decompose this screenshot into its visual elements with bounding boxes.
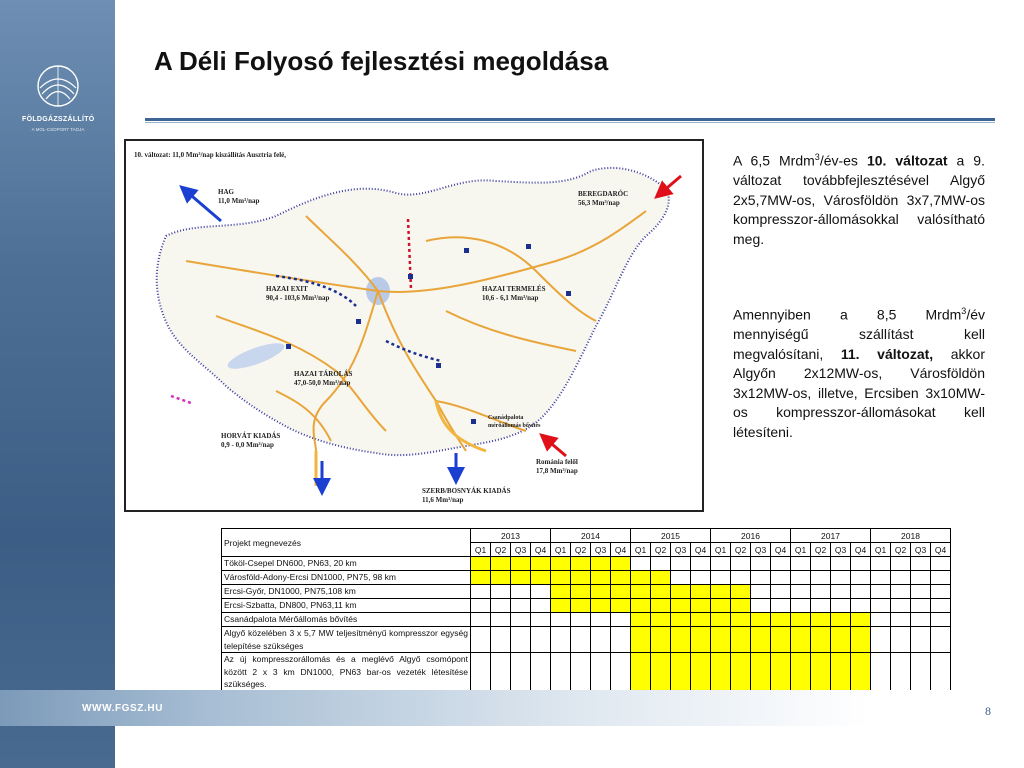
- schedule-cell: [891, 585, 911, 599]
- p2-text-c: akkor Algyőn 2x12MW-os, Városföldön 3x12MW-os, illetve, Ercsiben 3x10MW-os kompresszor-állomásokat kell létesíteni.: [733, 345, 985, 440]
- schedule-cell: [611, 653, 631, 692]
- quarter-header: Q1: [871, 543, 891, 557]
- schedule-cell: [731, 557, 751, 571]
- quarter-header: Q1: [791, 543, 811, 557]
- schedule-cell-active: [851, 653, 871, 692]
- quarter-header: Q2: [891, 543, 911, 557]
- schedule-cell: [531, 599, 551, 613]
- company-name: FÖLDGÁZSZÁLLÍTÓ: [22, 116, 95, 123]
- p2-sup: 3: [961, 306, 967, 316]
- schedule-cell: [531, 653, 551, 692]
- schedule-cell: [751, 599, 771, 613]
- schedule-cell-active: [771, 627, 791, 653]
- schedule-cell: [871, 627, 891, 653]
- quarter-header: Q1: [551, 543, 571, 557]
- schedule-cell: [831, 599, 851, 613]
- schedule-cell-active: [571, 585, 591, 599]
- project-name: Csanádpalota Mérőállomás bővítés: [222, 613, 471, 627]
- schedule-cell: [811, 585, 831, 599]
- p1-sup: 3: [814, 152, 820, 162]
- schedule-cell-active: [691, 599, 711, 613]
- schedule-cell: [591, 653, 611, 692]
- title-divider: [145, 118, 995, 121]
- map-label-exit: HAZAI EXIT: [266, 285, 308, 293]
- description-variant-10: [733, 148, 985, 249]
- schedule-cell-active: [631, 599, 651, 613]
- p1-text-b: /év-es: [819, 152, 867, 169]
- schedule-cell: [511, 613, 531, 627]
- p2-text-b: /év mennyiségű szállítást kell megvalósítani,: [733, 306, 985, 362]
- schedule-cell: [571, 627, 591, 653]
- arrow-hag-icon: [186, 191, 221, 221]
- quarter-header: Q2: [491, 543, 511, 557]
- schedule-cell: [911, 627, 931, 653]
- schedule-cell-active: [531, 557, 551, 571]
- schedule-cell-active: [771, 613, 791, 627]
- title-divider-thin: [145, 122, 995, 123]
- schedule-cell: [911, 585, 931, 599]
- schedule-cell: [591, 613, 611, 627]
- map-value-exit: 90,4 - 103,6 Mm³/nap: [266, 294, 330, 302]
- year-header: 2017: [791, 529, 871, 543]
- schedule-cell-active: [651, 585, 671, 599]
- schedule-cell-active: [771, 653, 791, 692]
- schedule-cell: [911, 653, 931, 692]
- logo-globe-icon: [36, 64, 80, 108]
- table-row: [222, 599, 951, 613]
- schedule-cell: [911, 571, 931, 585]
- schedule-cell: [571, 653, 591, 692]
- schedule-cell-active: [791, 627, 811, 653]
- map-label-tarolas: HAZAI TÁROLÁS: [294, 370, 353, 378]
- year-header: 2015: [631, 529, 711, 543]
- schedule-cell-active: [611, 585, 631, 599]
- schedule-cell-active: [651, 627, 671, 653]
- schedule-cell-active: [631, 571, 651, 585]
- schedule-cell: [491, 585, 511, 599]
- schedule-cell: [811, 557, 831, 571]
- schedule-cell-active: [711, 613, 731, 627]
- schedule-cell: [851, 585, 871, 599]
- schedule-cell-active: [571, 571, 591, 585]
- schedule-cell: [931, 557, 951, 571]
- quarter-header: Q1: [711, 543, 731, 557]
- schedule-cell-active: [591, 585, 611, 599]
- schedule-cell-active: [551, 557, 571, 571]
- schedule-cell: [471, 653, 491, 692]
- table-row: [222, 585, 951, 599]
- schedule-cell-active: [571, 557, 591, 571]
- project-name: Ercsi-Szbatta, DN800, PN63,11 km: [222, 599, 471, 613]
- schedule-cell: [931, 571, 951, 585]
- schedule-cell: [511, 653, 531, 692]
- schedule-cell: [851, 557, 871, 571]
- schedule-cell-active: [491, 571, 511, 585]
- schedule-cell-active: [671, 653, 691, 692]
- schedule-cell: [791, 571, 811, 585]
- schedule-cell-active: [691, 613, 711, 627]
- schedule-cell: [911, 557, 931, 571]
- schedule-cell-active: [811, 627, 831, 653]
- schedule-cell-active: [671, 599, 691, 613]
- year-header: 2018: [871, 529, 951, 543]
- sidebar: [0, 0, 115, 768]
- schedule-cell-active: [751, 653, 771, 692]
- year-header: 2013: [471, 529, 551, 543]
- year-header: 2016: [711, 529, 791, 543]
- quarter-header: Q4: [531, 543, 551, 557]
- quarter-header: Q3: [751, 543, 771, 557]
- project-name: Algyő közelében 3 x 5,7 MW teljesítményű kompresszor egység telepítése szükséges: [222, 627, 471, 653]
- schedule-cell: [891, 557, 911, 571]
- quarter-header: Q1: [471, 543, 491, 557]
- p2-bold: 11. változat,: [840, 345, 934, 362]
- schedule-cell-active: [731, 599, 751, 613]
- schedule-cell: [831, 557, 851, 571]
- schedule-cell-active: [731, 653, 751, 692]
- schedule-cell: [771, 557, 791, 571]
- arrow-beregdaroc-icon: [661, 176, 681, 193]
- quarter-header: Q4: [691, 543, 711, 557]
- schedule-cell-active: [831, 653, 851, 692]
- schedule-cell: [691, 557, 711, 571]
- schedule-cell-active: [691, 585, 711, 599]
- quarter-header: Q2: [571, 543, 591, 557]
- project-header: Projekt megnevezés: [222, 529, 471, 557]
- schedule-cell-active: [751, 613, 771, 627]
- schedule-cell-active: [811, 653, 831, 692]
- map-label-szerb: SZERB/BOSNYÁK KIADÁS: [422, 487, 511, 495]
- schedule-cell: [771, 599, 791, 613]
- schedule-cell: [611, 627, 631, 653]
- schedule-cell: [811, 571, 831, 585]
- description-variant-11: [733, 302, 985, 442]
- schedule-cell-active: [791, 653, 811, 692]
- arrow-romania-icon: [546, 439, 566, 456]
- new-pipeline-croatia: [171, 396, 191, 403]
- company-subtitle: A MOL-CSOPORT TAGJA: [31, 127, 85, 132]
- table-row: [222, 653, 951, 692]
- map-value-horvat: 0,9 - 0,0 Mm³/nap: [221, 441, 274, 449]
- schedule-cell-active: [831, 627, 851, 653]
- schedule-cell: [931, 599, 951, 613]
- schedule-cell: [891, 627, 911, 653]
- p2-text-a: Amennyiben a 8,5 Mrdm: [733, 306, 962, 323]
- schedule-cell-active: [651, 571, 671, 585]
- schedule-cell: [871, 613, 891, 627]
- country-outline: [157, 168, 669, 455]
- schedule-cell-active: [711, 627, 731, 653]
- schedule-cell: [651, 557, 671, 571]
- schedule-cell: [751, 585, 771, 599]
- quarter-header: Q2: [811, 543, 831, 557]
- footer-url[interactable]: WWW.FGSZ.HU: [82, 703, 164, 714]
- schedule-cell: [891, 599, 911, 613]
- schedule-cell-active: [851, 613, 871, 627]
- quarter-header: Q3: [591, 543, 611, 557]
- schedule-cell-active: [831, 613, 851, 627]
- schedule-cell: [831, 585, 851, 599]
- map-label-horvat: HORVÁT KIADÁS: [221, 432, 281, 440]
- schedule-cell-active: [691, 653, 711, 692]
- schedule-cell: [551, 653, 571, 692]
- schedule-cell-active: [631, 653, 651, 692]
- schedule-cell: [551, 613, 571, 627]
- schedule-cell: [471, 585, 491, 599]
- schedule-cell-active: [651, 613, 671, 627]
- schedule-cell: [551, 627, 571, 653]
- project-name: Az új kompresszorállomás és a meglévő Algyő csomópont között 2 x 3 km DN1000, PN63 bar-os vezeték létesítése szükséges.: [222, 653, 471, 692]
- schedule-cell: [491, 627, 511, 653]
- schedule-cell: [631, 557, 651, 571]
- schedule-cell: [791, 599, 811, 613]
- schedule-cell: [911, 599, 931, 613]
- schedule-cell: [611, 613, 631, 627]
- schedule-cell-active: [591, 571, 611, 585]
- schedule-cell: [731, 571, 751, 585]
- schedule-cell: [751, 557, 771, 571]
- quarter-header: Q3: [671, 543, 691, 557]
- schedule-cell-active: [851, 627, 871, 653]
- map-svg: [126, 141, 702, 510]
- schedule-cell-active: [671, 613, 691, 627]
- schedule-cell-active: [511, 571, 531, 585]
- schedule-cell: [511, 599, 531, 613]
- schedule-cell-active: [611, 557, 631, 571]
- map-value-romania: 17,8 Mm³/nap: [536, 467, 578, 475]
- schedule-cell: [751, 571, 771, 585]
- schedule-cell-active: [711, 599, 731, 613]
- schedule-cell-active: [551, 571, 571, 585]
- schedule-cell-active: [731, 585, 751, 599]
- quarter-header: Q2: [651, 543, 671, 557]
- page-number: 8: [985, 704, 991, 718]
- schedule-cell-active: [471, 557, 491, 571]
- pipeline-map: [124, 139, 704, 512]
- schedule-cell-active: [631, 585, 651, 599]
- quarter-header: Q4: [611, 543, 631, 557]
- schedule-cell-active: [651, 653, 671, 692]
- schedule-cell-active: [811, 613, 831, 627]
- schedule-cell: [871, 599, 891, 613]
- schedule-cell: [491, 599, 511, 613]
- schedule-cell: [871, 585, 891, 599]
- schedule-cell-active: [631, 627, 651, 653]
- schedule-cell-active: [711, 585, 731, 599]
- schedule-cell-active: [491, 557, 511, 571]
- schedule-cell: [591, 627, 611, 653]
- schedule-cell-active: [671, 585, 691, 599]
- map-label-hag: HAG: [218, 188, 234, 196]
- schedule-cell-active: [651, 599, 671, 613]
- schedule-cell: [671, 557, 691, 571]
- schedule-cell-active: [711, 653, 731, 692]
- p1-text-c: a 9. változat továbbfejlesztésével Algyő 2x5,7MW-os, Városföldön 3x7,7MW-os kompresszor-állomásokkal valósítható meg.: [733, 152, 985, 247]
- schedule-cell-active: [551, 599, 571, 613]
- schedule-cell: [891, 653, 911, 692]
- schedule-cell: [531, 627, 551, 653]
- schedule-cell: [811, 599, 831, 613]
- schedule-cell-active: [631, 613, 651, 627]
- map-value-hag: 11,0 Mm³/nap: [218, 197, 260, 205]
- schedule-cell: [851, 599, 871, 613]
- schedule-cell: [691, 571, 711, 585]
- p1-text-a: A 6,5 Mrdm: [733, 152, 815, 169]
- schedule-cell: [531, 585, 551, 599]
- schedule-cell-active: [531, 571, 551, 585]
- map-value-termeles: 10,6 - 6,1 Mm³/nap: [482, 294, 539, 302]
- map-label-termeles: HAZAI TERMELÉS: [482, 285, 546, 293]
- table-row: [222, 557, 951, 571]
- schedule-cell: [471, 627, 491, 653]
- schedule-cell-active: [731, 627, 751, 653]
- schedule-cell-active: [731, 613, 751, 627]
- map-label-csanad: Csanádpalota: [488, 415, 524, 421]
- schedule-cell: [771, 585, 791, 599]
- schedule-cell: [931, 613, 951, 627]
- map-label-beregdaroc: BEREGDARÓC: [578, 190, 629, 198]
- map-title: 10. változat: 11,0 Mm³/nap kiszállítás Ausztria felé,: [134, 151, 287, 159]
- schedule-cell: [511, 585, 531, 599]
- schedule-cell: [711, 557, 731, 571]
- schedule-cell-active: [791, 613, 811, 627]
- quarter-header: Q3: [831, 543, 851, 557]
- schedule-cell-active: [551, 585, 571, 599]
- schedule-cell: [471, 599, 491, 613]
- quarter-header: Q4: [931, 543, 951, 557]
- schedule-cell-active: [671, 627, 691, 653]
- schedule-cell: [891, 613, 911, 627]
- page-title: A Déli Folyosó fejlesztési megoldása: [154, 46, 609, 76]
- schedule-cell: [511, 627, 531, 653]
- schedule-cell: [871, 653, 891, 692]
- schedule-cell: [931, 585, 951, 599]
- schedule-cell-active: [591, 599, 611, 613]
- schedule-cell: [571, 613, 591, 627]
- schedule-cell: [491, 653, 511, 692]
- schedule-cell: [931, 627, 951, 653]
- schedule-cell: [531, 613, 551, 627]
- map-value-csanad: mérőállomás bővítés: [488, 423, 541, 429]
- schedule-cell-active: [691, 627, 711, 653]
- table-row: [222, 571, 951, 585]
- quarter-header: Q4: [851, 543, 871, 557]
- schedule-cell: [791, 585, 811, 599]
- schedule-cell: [931, 653, 951, 692]
- map-value-szerb: 11,6 Mm³/nap: [422, 496, 464, 504]
- schedule-cell-active: [511, 557, 531, 571]
- schedule-cell-active: [471, 571, 491, 585]
- quarter-header: Q3: [511, 543, 531, 557]
- table-row: [222, 613, 951, 627]
- schedule-cell: [471, 613, 491, 627]
- project-name: Városföld-Adony-Ercsi DN1000, PN75, 98 km: [222, 571, 471, 585]
- project-name: Tököl-Csepel DN600, PN63, 20 km: [222, 557, 471, 571]
- schedule-cell: [891, 571, 911, 585]
- table-row: [222, 627, 951, 653]
- schedule-cell-active: [591, 557, 611, 571]
- schedule-cell: [671, 571, 691, 585]
- quarter-header: Q1: [631, 543, 651, 557]
- schedule-cell: [911, 613, 931, 627]
- quarter-header: Q2: [731, 543, 751, 557]
- year-header: 2014: [551, 529, 631, 543]
- map-label-romania: Románia felől: [536, 458, 578, 466]
- schedule-cell: [711, 571, 731, 585]
- p1-bold: 10. változat: [866, 152, 948, 169]
- schedule-cell: [831, 571, 851, 585]
- schedule-cell-active: [751, 627, 771, 653]
- schedule-cell: [871, 557, 891, 571]
- schedule-cell: [771, 571, 791, 585]
- map-value-beregdaroc: 56,3 Mm³/nap: [578, 199, 620, 207]
- schedule-cell-active: [611, 571, 631, 585]
- quarter-header: Q3: [911, 543, 931, 557]
- quarter-header: Q4: [771, 543, 791, 557]
- schedule-cell: [791, 557, 811, 571]
- schedule-cell: [491, 613, 511, 627]
- company-logo: [22, 64, 94, 154]
- schedule-cell: [851, 571, 871, 585]
- project-name: Ercsi-Győr, DN1000, PN75,108 km: [222, 585, 471, 599]
- schedule-cell-active: [611, 599, 631, 613]
- map-value-tarolas: 47,0-50,0 Mm³/nap: [294, 379, 351, 387]
- schedule-cell: [871, 571, 891, 585]
- schedule-cell-active: [571, 599, 591, 613]
